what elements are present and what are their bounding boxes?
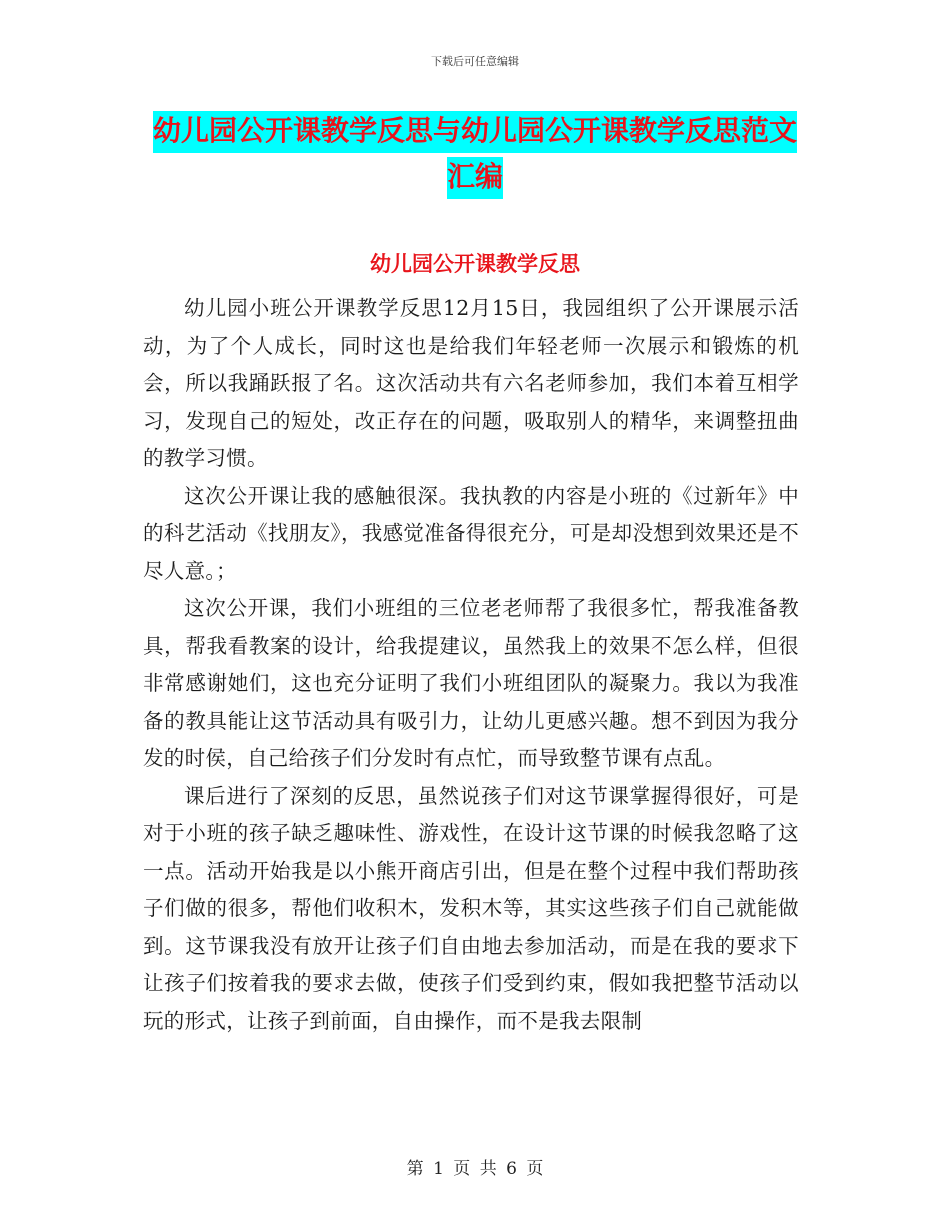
document-body (143, 290, 799, 1040)
document-title (140, 108, 810, 200)
header-note: 下载后可任意编辑 (431, 55, 519, 68)
paragraph: 这次公开课让我的感触很深。我执教的内容是小班的《过新年》中的科艺活动《找朋友》，我感觉准备得很充分，可是却没想到效果还是不尽人意。； (143, 483, 799, 583)
paragraph: 幼儿园小班公开课教学反思12月15日，我园组织了公开课展示活动，为了个人成长，同时这也是给我们年轻老师一次展示和锻炼的机会，所以我踊跃报了名。这次活动共有六名老师参加，我们本着互相学习，发现自己的短处，改正存在的问题，吸取别人的精华，来调整扭曲的教学习惯。 (143, 296, 799, 470)
paragraph: 课后进行了深刻的反思，虽然说孩子们对这节课掌握得很好，可是对于小班的孩子缺乏趣味性、游戏性，在设计这节课的时候我忽略了这一点。活动开始我是以小熊开商店引出，但是在整个过程中我们帮助孩子们做的很多，帮他们收积木，发积木等，其实这些孩子们自己就能做到。这节课我没有放开让孩子们自由地去参加活动，而是在我的要求下让孩子们按着我的要求去做，使孩子们受到约束，假如我把整节活动以玩的形式，让孩子到前面，自由操作，而不是我去限制 (143, 783, 799, 1033)
section-title: 幼儿园公开课教学反思 (370, 252, 580, 276)
page-number: 第 1 页 共 6 页 (406, 1159, 544, 1179)
document-title-text: 幼儿园公开课教学反思与幼儿园公开课教学反思范文汇编 (153, 111, 797, 199)
paragraph: 这次公开课，我们小班组的三位老老师帮了我很多忙，帮我准备教具，帮我看教案的设计，给我提建议，虽然我上的效果不怎么样，但很非常感谢她们，这也充分证明了我们小班组团队的凝聚力。我以为我准备的教具能让这节活动具有吸引力，让幼儿更感兴趣。想不到因为我分发的时侯，自己给孩子们分发时有点忙，而导致整节课有点乱。 (143, 596, 799, 770)
